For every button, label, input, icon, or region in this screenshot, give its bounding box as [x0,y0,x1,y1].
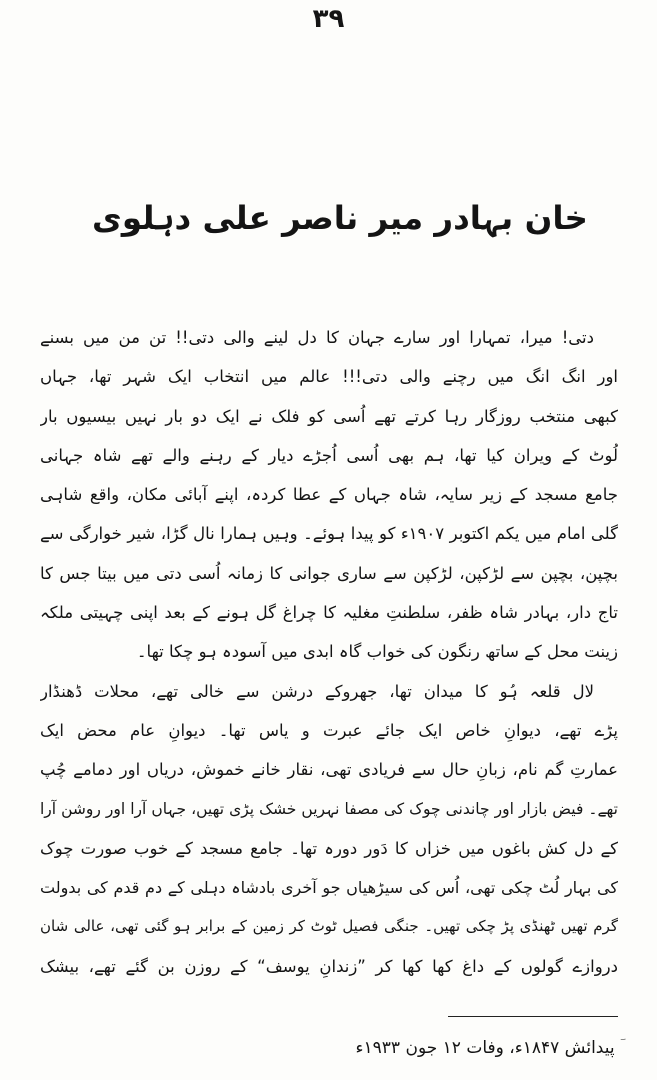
text-line: دتی! میرا، تمہارا اور سارے جہان کا دل لینے والی دتی!! تن من میں بسنے [40,328,594,347]
chapter-title: خان بہادر میر ناصر علی دہلوی [92,199,588,237]
text-line: پڑے تھے، دیوانِ خاص ایک جائے عبرت و یاس تھا۔ دیوانِ عام محض ایک [40,720,618,740]
text-line: بچپن، بچپن سے لڑکپن، لڑکپن سے ساری جوانی کا زمانہ اُسی دتی میں بیتا جس کا [40,563,618,583]
text-line: کی بہار لُٹ چکی تھی، اُس کی سیڑھیاں جو آخری بادشاہ دہلی کے دم قدم کی بدولت [40,878,618,898]
text-line: لال قلعہ ہُو کا میدان تھا، جھروکے درشن سے خالی تھے، محلات ڈھنڈار [40,681,594,701]
text-line: گلی امام میں یکم اکتوبر ۱۹۰۷ء کو پیدا ہوئے۔ وہیں ہمارا نال گڑا، شیر خوارگی سے [40,524,618,544]
text-line: کے دل کش باغوں میں خزاں کا دَور دورہ تھا۔ جامع مسجد کے خوب صورت چوک [40,838,618,858]
footnote: ؔ پیدائش ۱۸۴۷ء، وفات ۱۲ جون ۱۹۳۳ء [355,1038,620,1058]
text-line: تھے۔ فیض بازار اور چاندنی چوک کی مصفا نہریں خشک پڑی تھیں، جہاں آرا اور روشن آرا [40,799,618,818]
text-line: تاج دار، بہادر شاہ ظفر، سلطنتِ مغلیہ کا چراغ گل ہونے کے بعد اپنی چہیتی ملکہ [40,603,618,623]
page-number: ۳۹ [312,4,345,34]
text-line: دروازے گولوں کے داغ کھا کھا کر ”زندانِ یوسف“ کے روزن بن گئے تھے، بیشک [40,956,618,976]
text-line: جامع مسجد کے زیر سایہ، شاہ جہاں کے عطا کردہ، اپنے آبائی مکان، واقع شاہی [40,485,618,505]
text-line: لُوٹ کے ویران کیا تھا، ہم بھی اُسی اُجڑے دیار کے رہنے والے تھے شاہ جہانی [40,445,618,465]
text-line: کبھی منتخب روزگار رہا کرتے تھے اُسی کو فلک نے ایک دو بار نہیں بیسیوں بار [40,406,618,426]
text-line: عمارتِ گم نام، زبانِ حال سے فریادی تھی، نقار خانے خموش، دریاں اور دمامے چُپ [40,760,618,780]
text-line: زینت محل کے ساتھ رنگون کی خواب گاہ ابدی میں آسودہ ہو چکا تھا۔ [136,642,618,662]
text-line: اور انگ انگ میں رچنے والی دتی!!! عالم میں انتخاب ایک شہر تھا، جہاں [40,367,618,387]
body-text [40,318,618,986]
footnote-divider [448,1016,618,1017]
text-line: گرم تھیں ٹھنڈی پڑ چکی تھیں۔ جنگی فصیل ٹوٹ کر زمین کے برابر ہو گئی تھی، عالی شان [40,917,618,936]
